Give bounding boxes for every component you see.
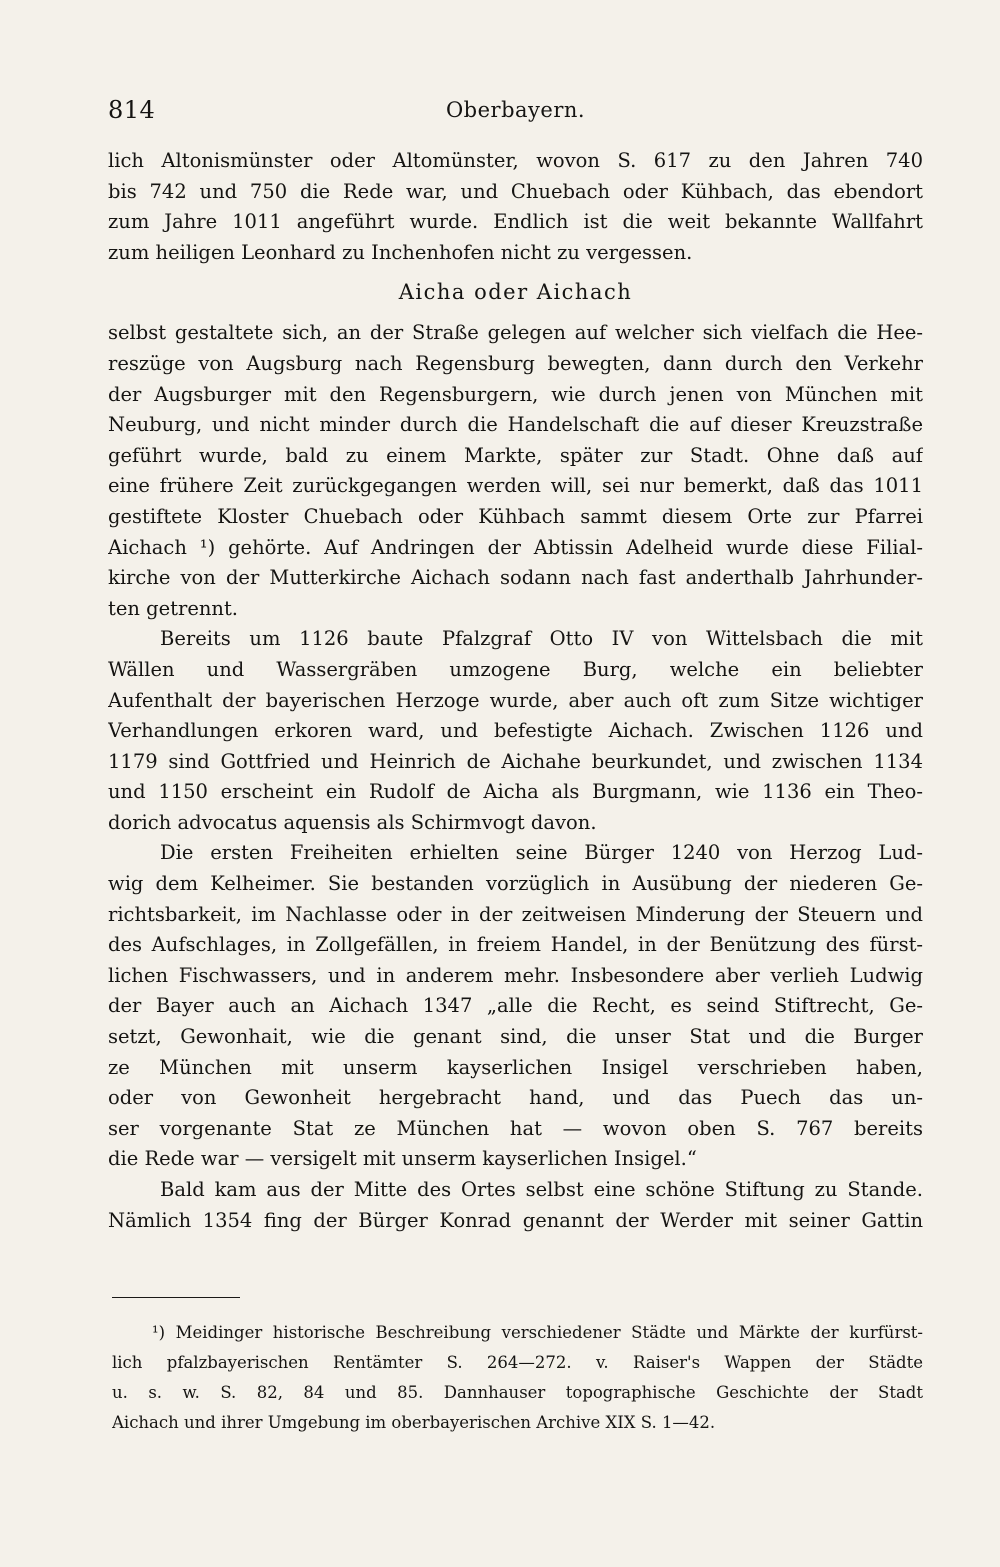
paragraph <box>108 624 923 838</box>
text-line: lich Altonismünster oder Altomünster, wovon S. 617 zu den Jahren 740 <box>108 149 923 172</box>
body-text <box>108 146 923 1236</box>
text-line: setzt, Gewonhait, wie die genant sind, die unser Stat und die Burger <box>108 1025 923 1049</box>
text-line: kirche von der Mutterkirche Aichach sodann nach fast anderthalb Jahrhunder- <box>108 566 923 590</box>
footnotes <box>112 1318 923 1438</box>
text-line: ser vorgenante Stat ze München hat — wovon oben S. 767 bereits <box>108 1116 923 1140</box>
text-line: ten getrennt. <box>108 596 239 620</box>
text-line: Neuburg, und nicht minder durch die Handelschaft die auf dieser Kreuzstraße <box>108 413 923 437</box>
page-header <box>108 96 923 128</box>
running-head: Oberbayern. <box>445 98 586 122</box>
footnote-line: lich pfalzbayerischen Rentämter S. 264—272. v. Raiser's Wappen der Städte <box>112 1353 923 1372</box>
text-line: selbst gestaltete sich, an der Straße gelegen auf welcher sich vielfach die Hee- <box>108 321 923 345</box>
text-line: der Augsburger mit den Regensburgern, wie durch jenen von München mit <box>108 382 923 406</box>
section-heading: Aicha oder Aichach <box>398 280 633 305</box>
text-line: der Bayer auch an Aichach 1347 „alle die Recht, es seind Stiftrecht, Ge- <box>108 994 923 1018</box>
text-line: zum Jahre 1011 angeführt wurde. Endlich ist die weit bekannte Wallfahrt <box>108 210 923 234</box>
footnote-line: u. s. w. S. 82, 84 und 85. Dannhauser topographische Geschichte der Stadt <box>112 1383 923 1402</box>
text-line: ze München mit unserm kayserlichen Insigel verschrieben haben, <box>108 1055 923 1079</box>
text-line: und 1150 erscheint ein Rudolf de Aicha als Burgmann, wie 1136 ein Theo- <box>108 780 923 804</box>
text-line: gestiftete Kloster Chuebach oder Kühbach sammt diesem Orte zur Pfarrei <box>108 504 923 528</box>
text-line: geführt wurde, bald zu einem Markte, später zur Stadt. Ohne daß auf <box>108 443 923 467</box>
text-line: bis 742 und 750 die Rede war, und Chuebach oder Kühbach, das ebendort <box>108 179 923 203</box>
text-line: Wällen und Wassergräben umzogene Burg, welche ein beliebter <box>108 657 923 681</box>
text-line: Nämlich 1354 fing der Bürger Konrad genannt der Werder mit seiner Gattin <box>108 1208 923 1232</box>
paragraph <box>108 146 923 268</box>
paragraph <box>108 1175 923 1236</box>
text-line: Bereits um 1126 baute Pfalzgraf Otto IV von Wittelsbach die mit <box>160 627 923 651</box>
footnote-line: Aichach und ihrer Umgebung im oberbayerischen Archive XIX S. 1—42. <box>112 1413 716 1432</box>
text-line: wig dem Kelheimer. Sie bestanden vorzüglich in Ausübung der niederen Ge- <box>108 872 923 896</box>
text-line: Aichach ¹) gehörte. Auf Andringen der Abtissin Adelheid wurde diese Filial- <box>108 535 923 559</box>
text-line: Die ersten Freiheiten erhielten seine Bürger 1240 von Herzog Lud- <box>160 841 923 865</box>
text-line: die Rede war — versigelt mit unserm kayserlichen Insigel.“ <box>108 1147 697 1171</box>
text-line: reszüge von Augsburg nach Regensburg bewegten, dann durch den Verkehr <box>108 351 923 375</box>
footnote-divider <box>112 1297 240 1298</box>
text-line: des Aufschlages, in Zollgefällen, in freiem Handel, in der Benützung des fürst- <box>108 933 923 957</box>
paragraph <box>108 838 923 1175</box>
text-line: zum heiligen Leonhard zu Inchenhofen nicht zu vergessen. <box>108 240 693 264</box>
text-line: lichen Fischwassers, und in anderem mehr. Insbesondere aber verlieh Ludwig <box>108 963 923 987</box>
text-line: dorich advocatus aquensis als Schirmvogt davon. <box>108 810 597 834</box>
text-line: oder von Gewonheit hergebracht hand, und das Puech das un- <box>108 1086 923 1110</box>
text-line: 1179 sind Gottfried und Heinrich de Aichahe beurkundet, und zwischen 1134 <box>108 749 923 773</box>
footnote-line: ¹) Meidinger historische Beschreibung verschiedener Städte und Märkte der kurfürst- <box>152 1323 923 1342</box>
text-line: richtsbarkeit, im Nachlasse oder in der zeitweisen Minderung der Steuern und <box>108 902 923 926</box>
text-line: eine frühere Zeit zurückgegangen werden will, sei nur bemerkt, daß das 1011 <box>108 474 923 498</box>
text-line: Aufenthalt der bayerischen Herzoge wurde, aber auch oft zum Sitze wichtiger <box>108 688 923 712</box>
text-line: Verhandlungen erkoren ward, und befestigte Aichach. Zwischen 1126 und <box>108 719 923 743</box>
page-number: 814 <box>108 96 156 124</box>
paragraph <box>108 318 923 624</box>
text-line: Bald kam aus der Mitte des Ortes selbst eine schöne Stiftung zu Stande. <box>160 1178 923 1201</box>
